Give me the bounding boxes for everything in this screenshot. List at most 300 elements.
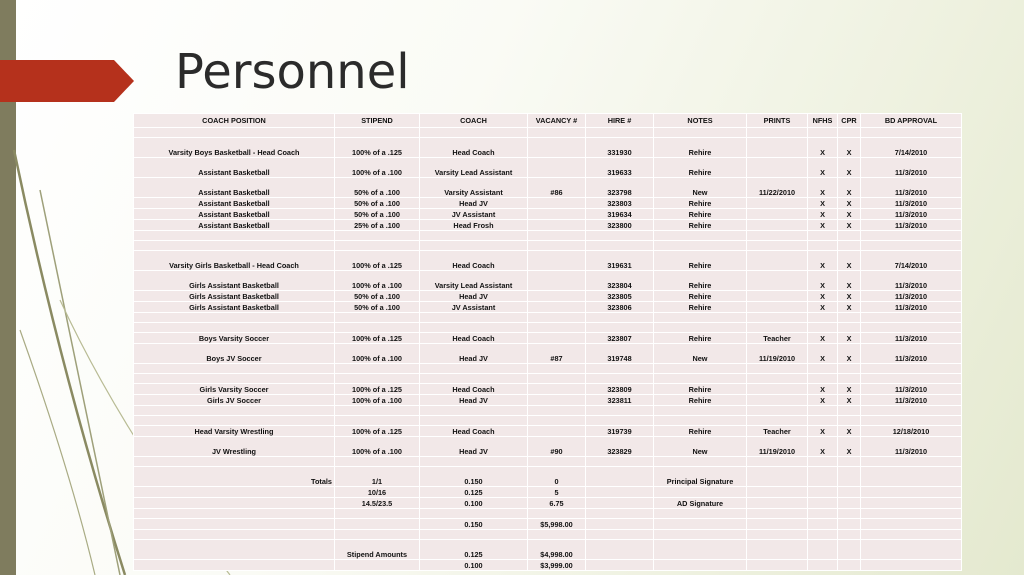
table-cell [528, 198, 585, 208]
table-row [134, 530, 961, 539]
table-cell [747, 302, 807, 312]
table-cell: 323811 [586, 395, 653, 405]
table-cell: 323800 [586, 220, 653, 230]
table-cell [134, 313, 334, 322]
table-cell [586, 241, 653, 250]
personnel-table-container [133, 113, 961, 571]
table-cell: 0.100 [420, 560, 527, 570]
table-cell: 11/3/2010 [861, 437, 961, 456]
table-cell [134, 374, 334, 383]
table-cell: Teacher [747, 426, 807, 436]
table-cell: 100% of a .100 [335, 271, 419, 290]
table-cell: Head JV [420, 437, 527, 456]
table-cell: Rehire [654, 302, 746, 312]
table-cell: 323807 [586, 333, 653, 343]
table-row [134, 302, 961, 312]
table-cell: 7/14/2010 [861, 138, 961, 157]
table-cell [861, 498, 961, 508]
table-cell [838, 406, 860, 415]
table-cell [838, 416, 860, 425]
table-cell: 323804 [586, 271, 653, 290]
table-cell [134, 530, 334, 539]
table-cell [586, 231, 653, 240]
table-cell: New [654, 344, 746, 363]
table-cell [747, 519, 807, 529]
table-row [134, 158, 961, 177]
table-cell: 11/3/2010 [861, 158, 961, 177]
table-cell [838, 231, 860, 240]
table-cell [747, 251, 807, 270]
table-cell: Rehire [654, 158, 746, 177]
table-cell: AD Signature [654, 498, 746, 508]
table-cell: 331930 [586, 138, 653, 157]
table-cell [586, 406, 653, 415]
table-cell: JV Wrestling [134, 437, 334, 456]
table-row [134, 457, 961, 466]
table-cell: Girls Assistant Basketball [134, 302, 334, 312]
table-cell: Girls Varsity Soccer [134, 384, 334, 394]
table-row [134, 220, 961, 230]
table-cell: X [808, 138, 837, 157]
table-cell [861, 487, 961, 497]
table-row [134, 540, 961, 559]
table-cell [808, 241, 837, 250]
table-cell: Totals [134, 467, 334, 486]
table-cell: X [838, 198, 860, 208]
table-cell: 323809 [586, 384, 653, 394]
table-cell [420, 313, 527, 322]
table-cell: 323829 [586, 437, 653, 456]
table-cell [808, 560, 837, 570]
table-row [134, 178, 961, 197]
table-cell [654, 540, 746, 559]
table-cell: X [808, 437, 837, 456]
table-cell: X [808, 291, 837, 301]
table-cell: Rehire [654, 220, 746, 230]
table-cell: Principal Signature [654, 467, 746, 486]
table-row [134, 426, 961, 436]
table-cell [861, 364, 961, 373]
table-cell: Varsity Girls Basketball - Head Coach [134, 251, 334, 270]
table-cell: 100% of a .125 [335, 333, 419, 343]
table-cell [861, 530, 961, 539]
table-cell [335, 374, 419, 383]
table-cell [420, 406, 527, 415]
table-cell [134, 231, 334, 240]
table-cell: Head JV [420, 291, 527, 301]
table-cell [747, 467, 807, 486]
table-cell: 11/3/2010 [861, 220, 961, 230]
table-row [134, 291, 961, 301]
table-cell: X [808, 333, 837, 343]
table-cell [747, 220, 807, 230]
table-cell [420, 416, 527, 425]
table-cell [134, 416, 334, 425]
table-cell: Rehire [654, 426, 746, 436]
table-cell [134, 323, 334, 332]
table-cell: 0.100 [420, 498, 527, 508]
table-cell: X [808, 178, 837, 197]
table-cell: 100% of a .125 [335, 384, 419, 394]
table-cell [861, 519, 961, 529]
table-cell [808, 467, 837, 486]
table-cell: 11/22/2010 [747, 178, 807, 197]
table-cell: New [654, 437, 746, 456]
table-cell [335, 509, 419, 518]
table-cell: Assistant Basketball [134, 198, 334, 208]
table-cell [747, 406, 807, 415]
table-cell [838, 540, 860, 559]
table-cell [528, 509, 585, 518]
table-cell [586, 519, 653, 529]
table-cell: Rehire [654, 271, 746, 290]
table-cell [838, 530, 860, 539]
table-cell [528, 374, 585, 383]
table-cell [654, 323, 746, 332]
table-cell: Head Frosh [420, 220, 527, 230]
table-cell [747, 509, 807, 518]
table-cell: 11/19/2010 [747, 437, 807, 456]
table-cell [808, 519, 837, 529]
table-cell: X [808, 395, 837, 405]
personnel-table-body [134, 114, 961, 570]
table-cell: New [654, 178, 746, 197]
column-header: HIRE # [586, 114, 653, 127]
table-cell [528, 457, 585, 466]
table-cell [134, 498, 334, 508]
table-row [134, 416, 961, 425]
table-row [134, 467, 961, 486]
table-cell: 7/14/2010 [861, 251, 961, 270]
table-cell: Varsity Assistant [420, 178, 527, 197]
page-title: Personnel [175, 44, 410, 100]
table-cell: X [808, 384, 837, 394]
table-cell [134, 128, 334, 137]
table-cell [747, 313, 807, 322]
table-row [134, 209, 961, 219]
table-cell [335, 241, 419, 250]
table-cell: 100% of a .125 [335, 426, 419, 436]
table-cell: Assistant Basketball [134, 178, 334, 197]
table-cell [654, 364, 746, 373]
table-cell: 100% of a .125 [335, 251, 419, 270]
table-cell [528, 128, 585, 137]
table-cell [654, 519, 746, 529]
table-cell: 5 [528, 487, 585, 497]
table-row [134, 374, 961, 383]
table-cell: 6.75 [528, 498, 585, 508]
table-cell: 11/3/2010 [861, 333, 961, 343]
table-cell: 100% of a .125 [335, 138, 419, 157]
column-header: STIPEND [335, 114, 419, 127]
table-row [134, 333, 961, 343]
table-row [134, 313, 961, 322]
table-cell [528, 291, 585, 301]
table-cell: 100% of a .100 [335, 437, 419, 456]
table-cell: 50% of a .100 [335, 198, 419, 208]
table-cell [528, 426, 585, 436]
table-cell [747, 530, 807, 539]
table-cell: 11/3/2010 [861, 395, 961, 405]
table-cell [808, 540, 837, 559]
table-cell [654, 560, 746, 570]
table-cell: 323806 [586, 302, 653, 312]
table-cell [586, 457, 653, 466]
table-cell [335, 406, 419, 415]
table-cell: 50% of a .100 [335, 178, 419, 197]
table-row [134, 509, 961, 518]
table-cell [861, 457, 961, 466]
table-cell: X [838, 178, 860, 197]
table-cell [838, 374, 860, 383]
table-cell: Boys Varsity Soccer [134, 333, 334, 343]
table-cell [134, 509, 334, 518]
table-cell [586, 374, 653, 383]
table-cell [335, 530, 419, 539]
table-cell [420, 128, 527, 137]
table-cell [335, 323, 419, 332]
table-cell [335, 519, 419, 529]
table-cell: 11/3/2010 [861, 344, 961, 363]
title-accent-arrow [0, 60, 135, 102]
column-header: COACH [420, 114, 527, 127]
table-cell [528, 158, 585, 177]
table-cell [654, 374, 746, 383]
table-cell [528, 220, 585, 230]
table-cell [586, 560, 653, 570]
table-cell: X [838, 209, 860, 219]
table-cell [747, 487, 807, 497]
table-cell: X [838, 271, 860, 290]
table-cell: Head Coach [420, 426, 527, 436]
table-cell [335, 313, 419, 322]
table-cell: Head Coach [420, 333, 527, 343]
table-cell: 319748 [586, 344, 653, 363]
table-cell: Varsity Lead Assistant [420, 158, 527, 177]
table-cell: X [808, 209, 837, 219]
table-cell: Varsity Lead Assistant [420, 271, 527, 290]
table-cell [861, 231, 961, 240]
table-cell: 319739 [586, 426, 653, 436]
table-cell [808, 323, 837, 332]
table-cell: Rehire [654, 209, 746, 219]
table-cell: X [808, 198, 837, 208]
table-cell: $4,998.00 [528, 540, 585, 559]
table-cell: 11/19/2010 [747, 344, 807, 363]
column-header: NOTES [654, 114, 746, 127]
table-row [134, 251, 961, 270]
table-cell [747, 364, 807, 373]
table-cell [335, 364, 419, 373]
table-cell [335, 231, 419, 240]
table-row [134, 241, 961, 250]
table-cell [654, 231, 746, 240]
table-cell: 10/16 [335, 487, 419, 497]
table-cell [528, 323, 585, 332]
table-cell: Rehire [654, 138, 746, 157]
table-cell: 0.150 [420, 519, 527, 529]
table-cell: Teacher [747, 333, 807, 343]
table-row [134, 344, 961, 363]
table-cell [838, 509, 860, 518]
table-cell: JV Assistant [420, 209, 527, 219]
table-cell [838, 487, 860, 497]
table-cell: Assistant Basketball [134, 220, 334, 230]
table-cell: JV Assistant [420, 302, 527, 312]
table-cell [838, 519, 860, 529]
table-row [134, 128, 961, 137]
table-cell: X [838, 395, 860, 405]
table-row [134, 198, 961, 208]
table-cell: 11/3/2010 [861, 209, 961, 219]
table-row [134, 498, 961, 508]
table-cell [747, 198, 807, 208]
table-cell: X [838, 138, 860, 157]
table-cell [654, 457, 746, 466]
table-row [134, 560, 961, 570]
table-cell: 100% of a .100 [335, 344, 419, 363]
column-header: COACH POSITION [134, 114, 334, 127]
table-cell: 319633 [586, 158, 653, 177]
column-header: BD APPROVAL [861, 114, 961, 127]
table-cell: X [838, 291, 860, 301]
table-cell: Assistant Basketball [134, 158, 334, 177]
table-cell: X [808, 271, 837, 290]
table-cell: X [838, 384, 860, 394]
table-cell [808, 530, 837, 539]
table-cell [747, 323, 807, 332]
table-cell [134, 406, 334, 415]
table-cell: 0 [528, 467, 585, 486]
table-cell [528, 271, 585, 290]
table-cell [528, 530, 585, 539]
table-cell: 319631 [586, 251, 653, 270]
table-cell [528, 241, 585, 250]
table-cell [134, 364, 334, 373]
table-cell: Rehire [654, 251, 746, 270]
table-cell [654, 509, 746, 518]
table-cell [528, 313, 585, 322]
table-row [134, 323, 961, 332]
table-cell: Head Coach [420, 384, 527, 394]
table-cell [838, 467, 860, 486]
table-cell: 14.5/23.5 [335, 498, 419, 508]
table-cell [528, 251, 585, 270]
table-cell: Head JV [420, 198, 527, 208]
table-cell: 11/3/2010 [861, 302, 961, 312]
table-cell: 0.125 [420, 540, 527, 559]
table-cell [586, 540, 653, 559]
table-cell [861, 416, 961, 425]
table-row [134, 519, 961, 529]
table-cell: 11/3/2010 [861, 291, 961, 301]
table-cell [861, 323, 961, 332]
table-cell [420, 530, 527, 539]
column-header: VACANCY # [528, 114, 585, 127]
table-cell [528, 302, 585, 312]
table-cell: X [808, 344, 837, 363]
table-cell [808, 509, 837, 518]
table-cell [747, 384, 807, 394]
table-cell [134, 241, 334, 250]
table-cell: Rehire [654, 333, 746, 343]
table-cell: 0.150 [420, 467, 527, 486]
table-cell: 0.125 [420, 487, 527, 497]
table-cell: 50% of a .100 [335, 302, 419, 312]
table-cell [861, 313, 961, 322]
table-cell [134, 540, 334, 559]
table-cell [586, 313, 653, 322]
table-cell [808, 364, 837, 373]
table-cell: Rehire [654, 291, 746, 301]
table-cell [747, 540, 807, 559]
table-cell [747, 560, 807, 570]
table-cell [420, 457, 527, 466]
table-cell: Rehire [654, 384, 746, 394]
table-cell [747, 128, 807, 137]
table-cell: Varsity Boys Basketball - Head Coach [134, 138, 334, 157]
table-cell [861, 128, 961, 137]
table-cell [838, 128, 860, 137]
table-cell: X [838, 437, 860, 456]
table-cell: Girls Assistant Basketball [134, 291, 334, 301]
table-cell: #87 [528, 344, 585, 363]
table-row [134, 384, 961, 394]
table-cell [420, 231, 527, 240]
table-cell: 25% of a .100 [335, 220, 419, 230]
table-row [134, 364, 961, 373]
table-cell [861, 374, 961, 383]
table-cell [747, 395, 807, 405]
table-cell: Head Coach [420, 138, 527, 157]
table-cell [335, 457, 419, 466]
table-cell [335, 416, 419, 425]
table-cell [654, 406, 746, 415]
table-cell: X [838, 333, 860, 343]
table-cell: X [808, 251, 837, 270]
table-cell: X [808, 158, 837, 177]
table-cell [586, 323, 653, 332]
table-cell: X [838, 220, 860, 230]
table-cell [838, 498, 860, 508]
table-cell: $3,999.00 [528, 560, 585, 570]
table-cell [838, 457, 860, 466]
table-cell: X [808, 302, 837, 312]
table-cell [808, 374, 837, 383]
table-cell: 100% of a .100 [335, 395, 419, 405]
table-cell: Rehire [654, 395, 746, 405]
table-cell [528, 209, 585, 219]
table-cell [420, 374, 527, 383]
personnel-table [133, 113, 962, 571]
table-cell [861, 241, 961, 250]
table-cell [654, 530, 746, 539]
table-cell [586, 487, 653, 497]
table-cell [420, 323, 527, 332]
table-cell [528, 333, 585, 343]
table-cell: 323803 [586, 198, 653, 208]
table-cell [528, 364, 585, 373]
table-cell: Boys JV Soccer [134, 344, 334, 363]
table-cell [586, 498, 653, 508]
table-cell [586, 128, 653, 137]
table-cell [747, 209, 807, 219]
table-cell [861, 406, 961, 415]
table-cell: Head Coach [420, 251, 527, 270]
table-cell [134, 519, 334, 529]
table-cell [134, 487, 334, 497]
table-cell: Stipend Amounts [335, 540, 419, 559]
